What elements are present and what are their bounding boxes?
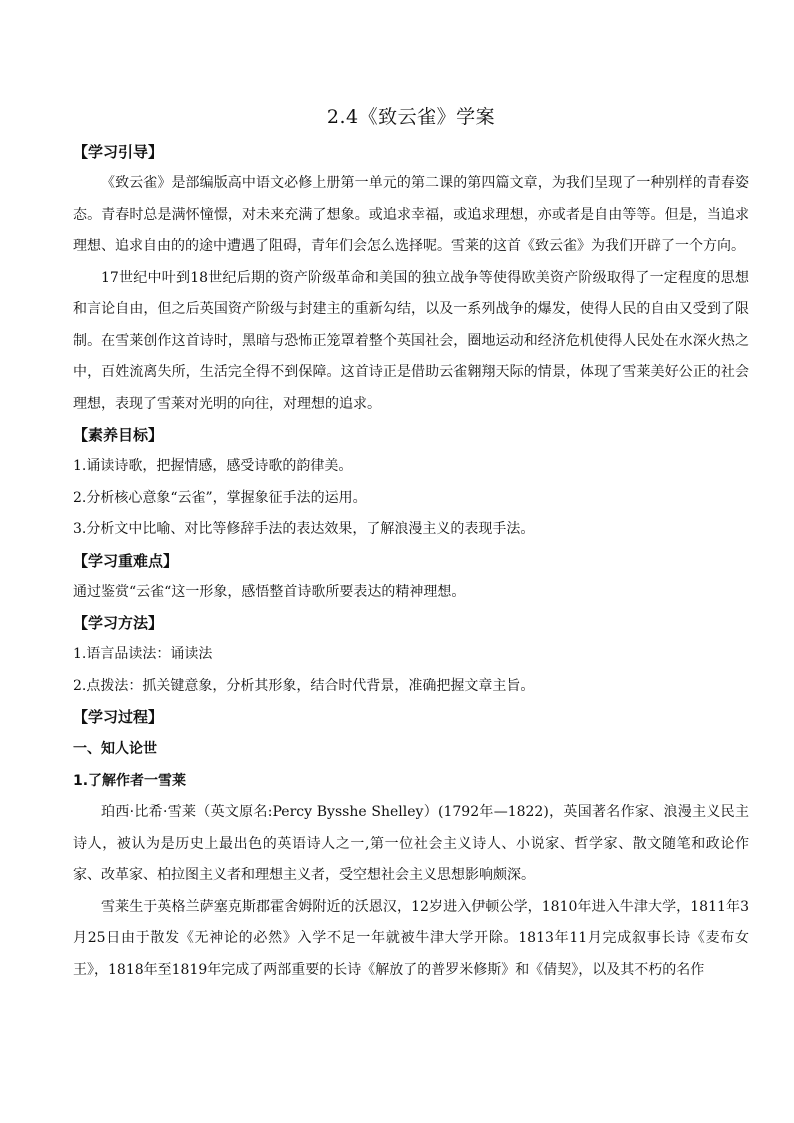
document-content (73, 104, 749, 986)
goal-item-3: 3.分析文中比喻、对比等修辞手法的表达效果，了解浪漫主义的表现手法。 (73, 521, 535, 537)
section-heading-methods: 【学习方法】 (73, 614, 164, 632)
goal-item-1: 1.诵读诗歌，把握情感，感受诗歌的韵律美。 (73, 458, 353, 474)
section-heading-process: 【学习过程】 (73, 708, 164, 726)
author-paragraph-2: 雪莱生于英格兰萨塞克斯郡霍舍姆附近的沃恩汉，12岁进入伊顿公学，1810年进入牛津大学，1811年3月25日由于散发《无神论的必然》入学不足一年就被牛津大学开除。1813年11月完成叙事长诗《麦布女王》，1818年至1819年完成了两部重要的长诗《解放了的普罗米修斯》和《倩契》，以及其不朽的名作 (73, 898, 749, 978)
process-sub-heading: 1.了解作者一雪莱 (73, 773, 187, 789)
section-heading-key-points: 【学习重难点】 (73, 551, 179, 570)
goal-item-2: 2.分析核心意象“云雀”，掌握象征手法的运用。 (73, 489, 367, 506)
section-heading-goals: 【素养目标】 (73, 426, 164, 444)
section-heading-guide: 【学习引导】 (73, 143, 164, 161)
document-title: 2.4《致云雀》学案 (326, 106, 496, 128)
guide-paragraph-1: 《致云雀》是部编版高中语文必修上册第一单元的第二课的第四篇文章，为我们呈现了一种别样的青春姿态。青春时总是满怀憧憬，对未来充满了想象。或追求幸福，或追求理想，亦或者是自由等等。但是，当追求理想、追求自由的的途中遭遇了阻碍，青年们会怎么选择呢。雪莱的这首《致云雀》为我们开辟了一个方向。 (73, 175, 749, 254)
author-paragraph-1: 珀西·比希·雪莱（英文原名:Percy Bysshe Shelley）(1792年—1822)，英国著名作家、浪漫主义民主诗人，被认为是历史上最出色的英语诗人之一,第一位社会主义诗人、小说家、哲学家、散文随笔和政论作家、改革家、柏拉图主义者和理想主义者，受空想社会主义思想影响颇深。 (73, 804, 749, 883)
process-part-heading: 一、知人论世 (73, 741, 157, 757)
method-item-2: 2.点拨法：抓关键意象，分析其形象，结合时代背景，准确把握文章主旨。 (73, 677, 535, 694)
key-points-text: 通过鉴赏“云雀“这一形象，感悟整首诗歌所要表达的精神理想。 (73, 583, 466, 600)
method-item-1: 1.语言品读法：诵读法 (73, 646, 213, 662)
guide-paragraph-2: 17世纪中叶到18世纪后期的资产阶级革命和美国的独立战争等使得欧美资产阶级取得了一定程度的思想和言论自由，但之后英国资产阶级与封建主的重新勾结，以及一系列战争的爆发，使得人民的自由又受到了限制。在雪莱创作这首诗时，黑暗与恐怖正笼罩着整个英国社会，圈地运动和经济危机使得人民处在水深火热之中，百姓流离失所，生活完全得不到保障。这首诗正是借助云雀翱翔天际的情景，体现了雪莱美好公正的社会理想，表现了雪莱对光明的向往，对理想的追求。 (73, 269, 749, 412)
